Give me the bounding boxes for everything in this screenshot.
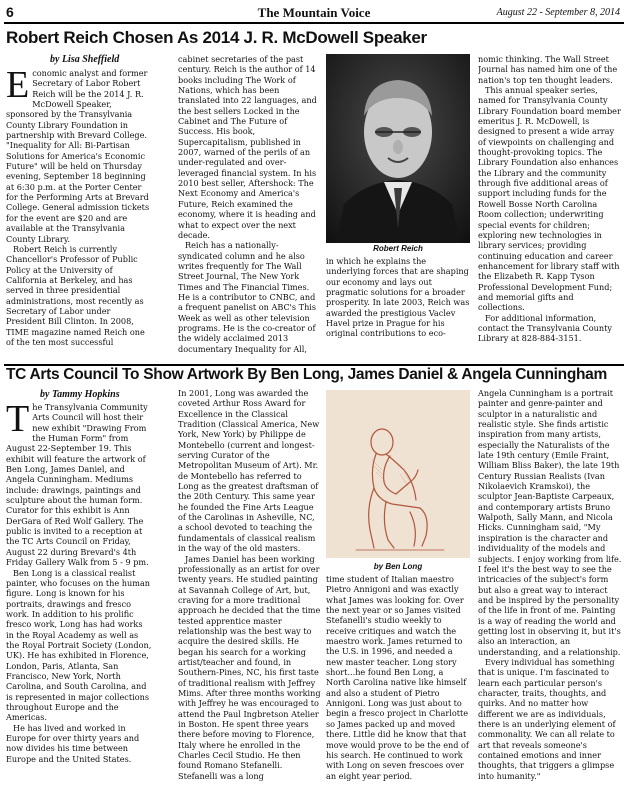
article1-col1-para-2: Robert Reich is currently Chancellor's Professor of Public Policy at the University of California at Berkeley, and has served in three presidential administrations, most recently as Secretary of Labor under President Bill Clinton. In 2008, TIME magazine named Reich one of the ten most successful bbox=[6, 243, 145, 347]
ben-long-drawing bbox=[326, 390, 470, 558]
article2-col4-para-1: Angela Cunningham is a portrait painter and genre-painter and sculptor in a naturalistic and realistic style. She finds artistic inspiration from many artists, especially the Naturalists of the late 19th century (Emile Fraint, William Bliss Baker), the late 19th Century Russian Realists (Ivan Nikolaevich Kramskoi), the sculptor Jean-Baptiste Carpeaux, and contemporary artists Bruno Walpoth, Sally Mann, and Nicola Hicks. Cunningham said, "My inspiration is the character and individuality of the models and subjects. I enjoy working from life. I feel it's the best way to see the intricacies of the subject's form but also a great way to interact and be inspired by the personality of the life in front of me. Painting is a way of reading the world and getting lost in observing it, but it's also an interaction, an understanding, and a relationship. bbox=[478, 388, 622, 657]
header-rule bbox=[4, 22, 624, 24]
article2-column-2 bbox=[178, 388, 322, 798]
article2-byline: by Tammy Hopkins bbox=[40, 389, 120, 400]
portrait-image bbox=[326, 54, 470, 243]
article1-photo-caption: Robert Reich bbox=[373, 244, 423, 253]
drop-cap: T bbox=[6, 402, 30, 440]
article1-col2-para-1: cabinet secretaries of the past century. Reich is the author of 14 books including The Work of Nations, which has been translated into 22 languages, and the best sellers Locked in the Cabinet and The Future of Success. His book, Supercapitalism, published in 2007, warned of the perils of an under-regulated and over-leveraged financial system. In his 2010 best seller, Aftershock: The Next Economy and America's Future, Reich examined the economy, where it is heading and what to expect over the next decade. bbox=[178, 54, 317, 240]
article2-column-4 bbox=[478, 388, 622, 798]
article1-col1-para-1: Economic analyst and former Secretary of Labor Robert Reich will be the 2014 J. R. McDowell Speaker, sponsored by the Transylvania County Library Foundation in partnership with Brevard College. "Inequality for All: Bi-Partisan Solutions for America's Economic Future" will be held on Thursday evening, September 18 beginning at 6:30 p.m. at the Porter Center for the Performing Arts at Brevard College. General admission tickets for the event are $20 and are available at the Transylvania County Library. bbox=[6, 68, 150, 244]
article1-col4-para-2: This annual speaker series, named for Transylvania County Library Foundation board member emeritus J. R. McDowell, is designed to present a wide array of viewpoints on challenging and thought-provoking topics. The Library Foundation also enhances the Library and the community through five additional areas of support including funds for the Rowell Bosse North Carolina Room collection; underwriting special events for children; exploring new technologies in library services; providing continuing education and career enhancement for library staff with the Elizabeth R. Kapp Tyson Professional Development Fund; and memorial gifts and collections. bbox=[478, 85, 621, 313]
issue-dates: August 22 - September 8, 2014 bbox=[496, 7, 620, 18]
article1-column-3 bbox=[326, 256, 470, 364]
article2-col1-para-3: He has lived and worked in Europe for over thirty years and now divides his time between Europe and the United States. bbox=[6, 722, 140, 764]
article2-col3-para-1: time student of Italian maestro Pietro Annigoni and was exactly what James was looking for. Over the next year or so James visited Stefanelli's studio weekly to receive critiques and watch the maestro work. James returned to the U.S. in 1996, and needed a new master teacher. Long story short...he found Ben Long, a North Carolina native like himself and also a student of Pietro Annigoni. Long was just about to begin a fresco project in Charlotte so James packed up and moved there. Little did he know that that move would prove to be the end of his search. He continued to work with Long on seven frescoes over an eight year period. bbox=[326, 574, 469, 781]
article2-col1-para-2: Ben Long is a classical realist painter, who focuses on the human figure. Long is known for his portraits, drawings and fresco work. In addition to his prolific fresco work, Long has had works in the Royal Academy as well as the Royal Portrait Society (London, UK). He has exhibited in Florence, London, Paris, Atlanta, San Francisco, New York, North Carolina, and South Carolina, and is represented in major collections throughout Europe and the Americas. bbox=[6, 567, 152, 723]
article1-column-2 bbox=[178, 54, 322, 364]
article2-col2-para-1: In 2001, Long was awarded the coveted Arthur Ross Award for Excellence in the Classical Tradition (Classical America, New York, New York) by Philippe de Montebello (current and longest-serving Curator of the Metropolitan Museum of Art). Mr. de Montebello has referred to Long as the greatest draftsman of the 20th Century. This same year he founded the Fine Arts League of the Carolinas in Asheville, NC, a school devoted to teaching the fundamentals of classical realism in the way of the old masters. bbox=[178, 388, 320, 554]
drop-cap: E bbox=[6, 68, 30, 106]
article2-column-1 bbox=[6, 402, 152, 798]
article2-col2-para-2: James Daniel has been working professionally as an artist for over twenty years. He studied painting at Savannah College of Art, but, craving for a more traditional approach he decided that the time tested apprentice master relationship was the best way to acquire the desired skills. He began his search for a working artist/teacher and found, in Southern-Pines, NC, his first taste of traditional realism with Jeffrey Mims. After three months working with Jeffrey he was encouraged to attend the Paul Ingbretson Atelier in Boston. He spent three years there before moving to Florence, Italy where he enrolled in the Charles Cecil Studio. He then found Romano Stefanelli. Stefanelli was a long bbox=[178, 553, 321, 781]
page-number: 6 bbox=[6, 4, 14, 20]
drawing-image bbox=[326, 390, 470, 558]
article1-headline: Robert Reich Chosen As 2014 J. R. McDowell Speaker bbox=[6, 28, 427, 47]
article1-col4-para-1: nomic thinking. The Wall Street Journal has named him one of the nation's top ten thought leaders. bbox=[478, 54, 618, 85]
article2-headline: TC Arts Council To Show Artwork By Ben Long, James Daniel & Angela Cunningham bbox=[6, 366, 607, 383]
article2-column-3 bbox=[326, 574, 470, 798]
article2-col1-para-1: The Transylvania Community Arts Council will host their new exhibit "Drawing From the Human Form" from August 22-September 19. This exhibit will feature the artwork of Ben Long, James Daniel, and Angela Cunningham. Mediums include: drawings, paintings and sculpture about the human form. Curator for this exhibit is Ann DerGara of Red Wolf Gallery. The public is invited to a reception at the TC Arts Council on Friday, August 22 during Brevard's 4th Friday Gallery Walk from 5 - 9 pm. bbox=[6, 402, 149, 568]
article2-photo-caption: by Ben Long bbox=[373, 562, 423, 571]
publication-title: The Mountain Voice bbox=[257, 5, 371, 20]
article1-byline: by Lisa Sheffield bbox=[50, 54, 120, 65]
article1-col3-para-1: in which he explains the underlying forces that are shaping our economy and lays out pragmatic solutions for a broader prosperity. In late 2003, Reich was awarded the prestigious Vaclev Havel prize in Prague for his original contributions to eco- bbox=[326, 256, 470, 339]
article1-column-1 bbox=[6, 68, 152, 364]
page-header bbox=[0, 4, 628, 24]
article1-column-4 bbox=[478, 54, 622, 364]
article1-col2-para-2: Reich has a nationally-syndicated column and he also writes frequently for The Wall Street Journal, The New York Times and The Financial Times. He is a contributor to CNBC, and a frequent panelist on ABC's This Week as well as other television programs. He is the co-creator of the widely acclaimed 2013 documentary Inequality for All, bbox=[178, 240, 317, 354]
article2-col4-para-2: Every individual has something that is unique. I'm fascinated to learn each particular person's character, traits, thoughts, and quirks. And no matter how different we are as individuals, there is an underlying element of commonality. We can all relate to art that reveals someone's contained emotions and inner thoughts, that triggers a glimpse into humanity." bbox=[478, 656, 616, 781]
article1-col4-para-3: For additional information, contact the Transylvania County Library at 828-884-3151. bbox=[478, 312, 612, 344]
robert-reich-photo bbox=[326, 54, 470, 243]
